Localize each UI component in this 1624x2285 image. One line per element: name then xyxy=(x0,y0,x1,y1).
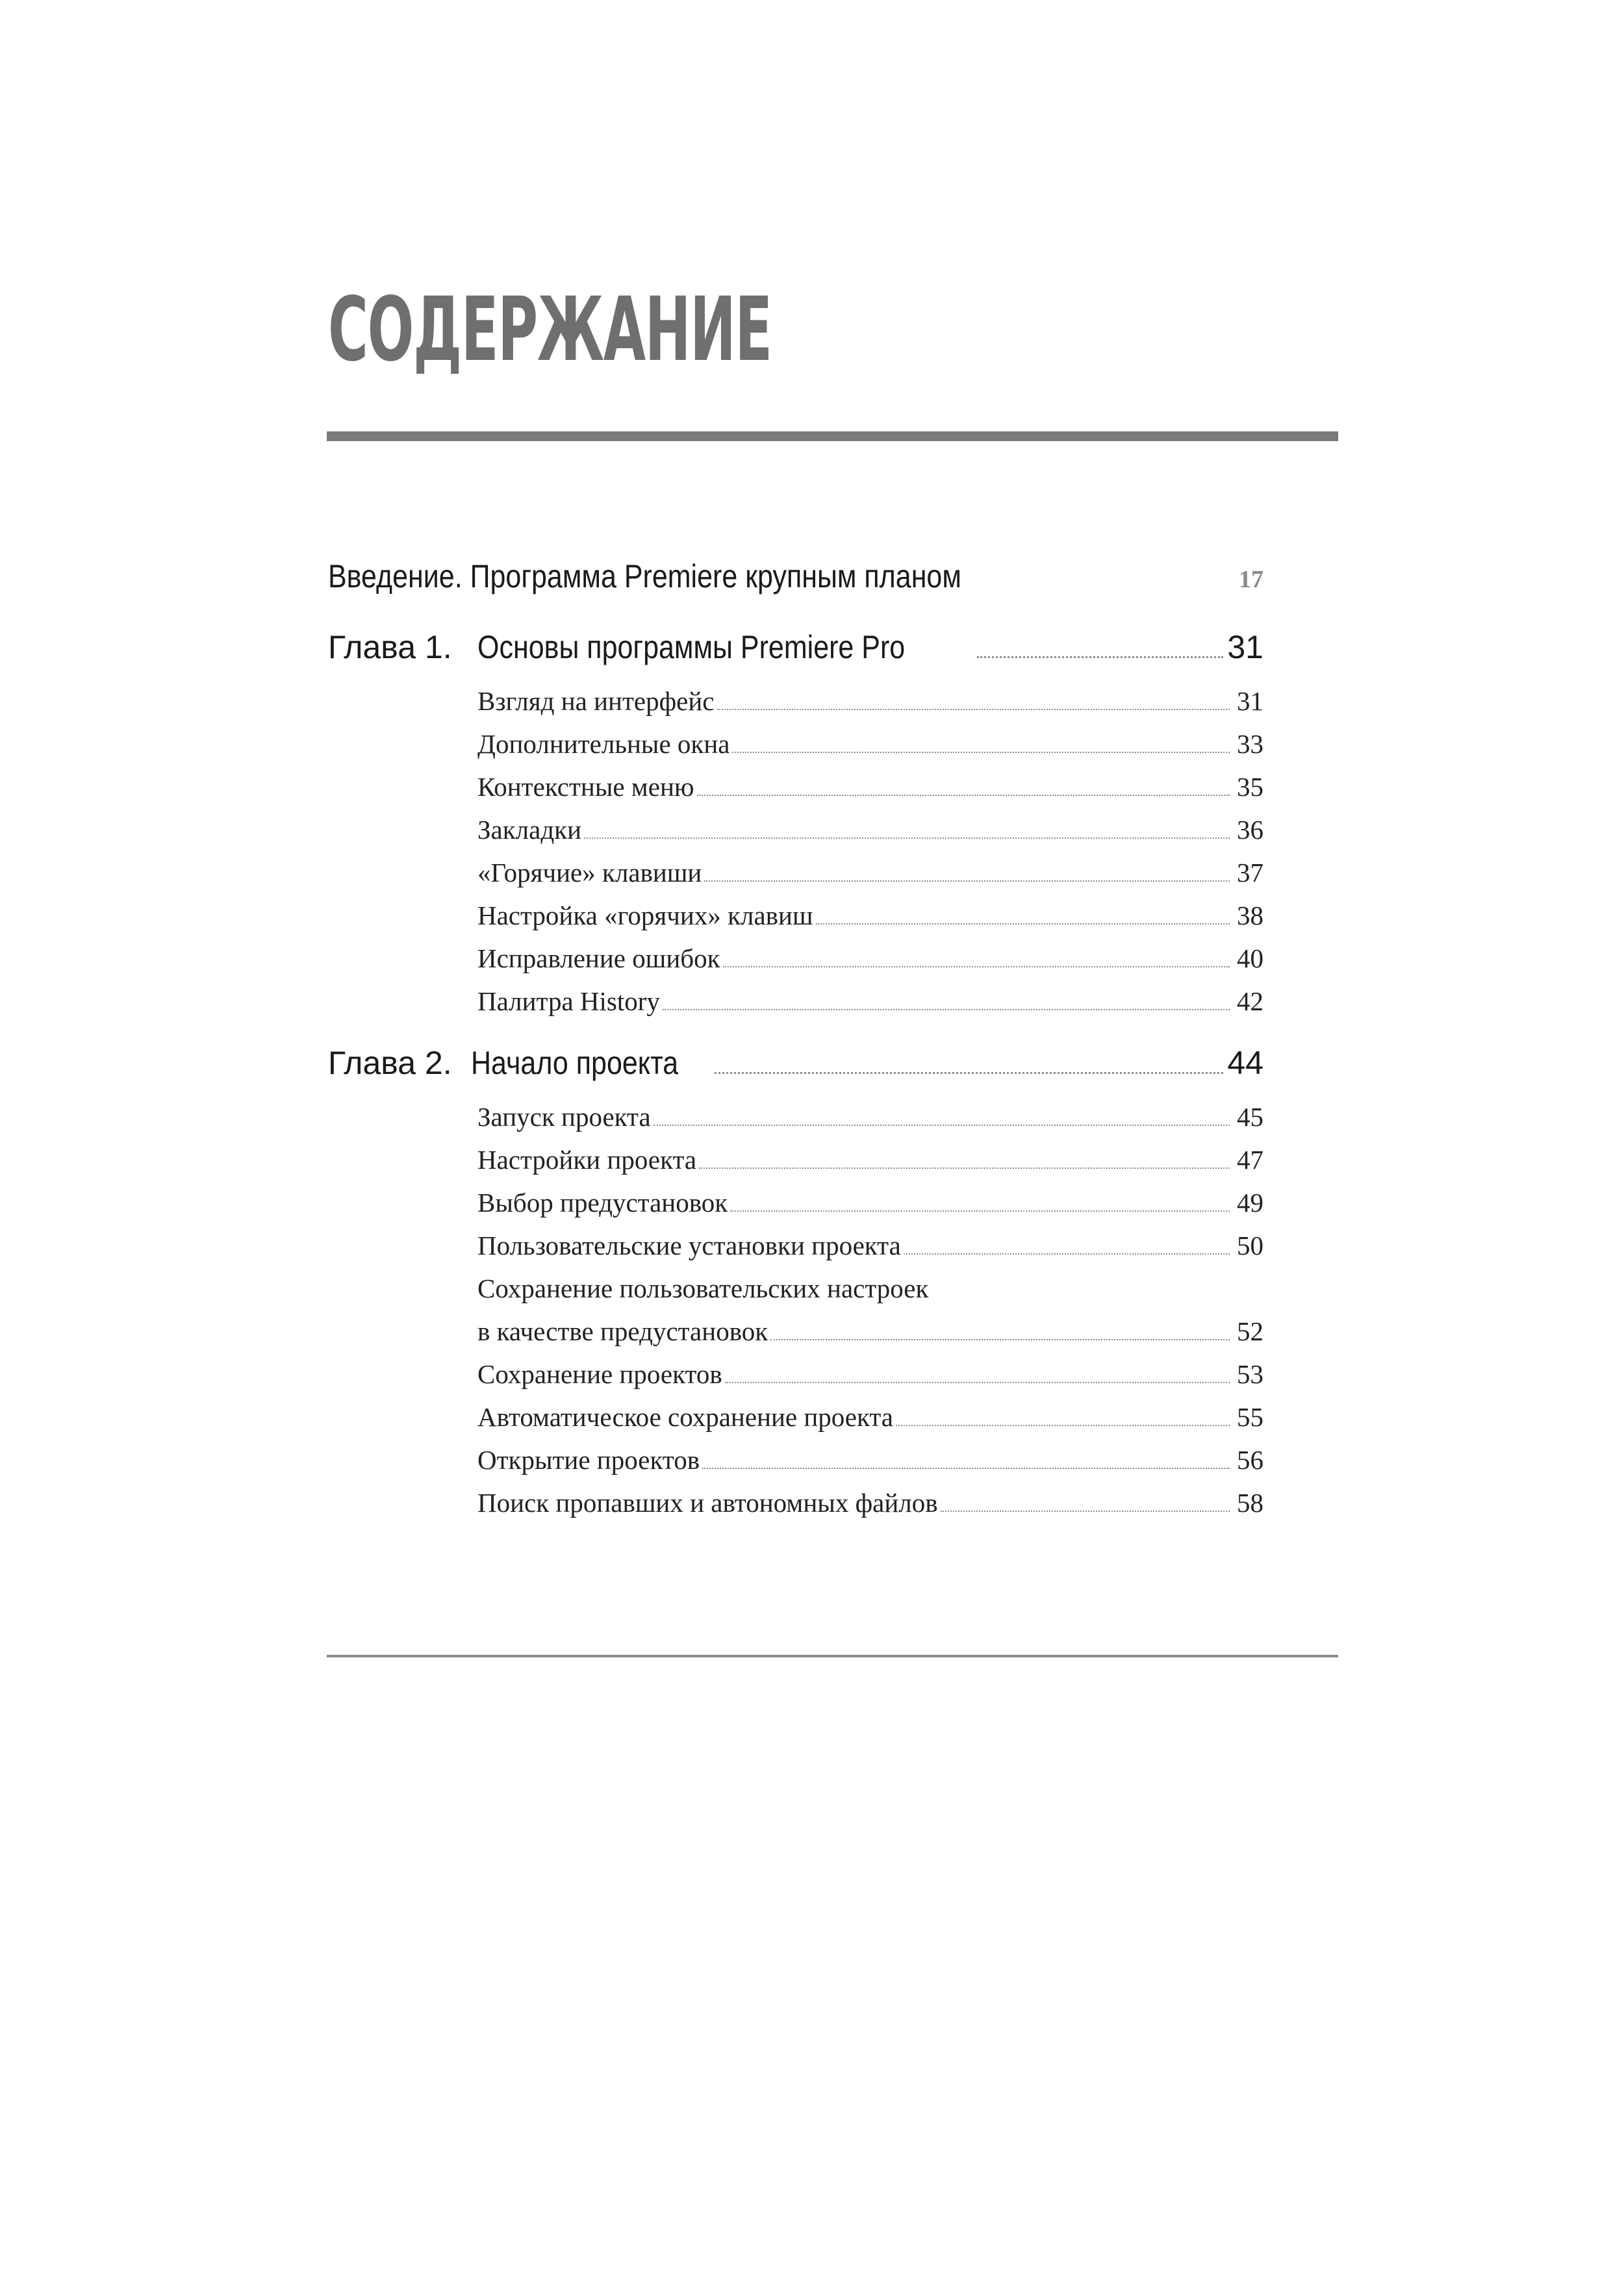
leader-dots xyxy=(699,1168,1230,1169)
toc-chapter-2[interactable] xyxy=(328,1044,1263,1082)
leader-dots xyxy=(717,709,1230,710)
leader-dots xyxy=(730,1210,1230,1212)
leader-dots xyxy=(723,966,1230,967)
toc-section[interactable] xyxy=(477,1401,1263,1433)
leader-dots xyxy=(704,880,1230,882)
title-rule xyxy=(327,431,1338,441)
section-page: 33 xyxy=(1237,729,1263,759)
chapter-page: 31 xyxy=(1227,629,1263,665)
section-title: Сохранение проектов xyxy=(477,1359,722,1389)
section-page: 53 xyxy=(1237,1359,1263,1389)
section-page: 42 xyxy=(1237,986,1263,1016)
section-title: Исправление ошибок xyxy=(477,943,720,973)
section-page: 55 xyxy=(1237,1402,1263,1432)
toc-section[interactable] xyxy=(477,1359,1263,1390)
leader-dots xyxy=(715,1072,1223,1074)
leader-dots xyxy=(732,752,1230,753)
section-title: Автоматическое сохранение проекта xyxy=(477,1402,894,1432)
toc-section[interactable] xyxy=(477,1487,1263,1518)
chapter-title: Начало проекта xyxy=(471,1045,679,1081)
section-title: Закладки xyxy=(477,815,582,845)
section-title: Выбор предустановок xyxy=(477,1188,728,1218)
toc-section[interactable] xyxy=(477,986,1263,1017)
toc-section[interactable] xyxy=(477,1230,1263,1261)
toc-section[interactable] xyxy=(477,857,1263,888)
section-title-continued: в качестве предустановок xyxy=(477,1316,768,1346)
toc-section[interactable] xyxy=(477,1101,1263,1132)
toc-section[interactable] xyxy=(477,1187,1263,1218)
toc-section[interactable] xyxy=(477,1444,1263,1475)
leader-dots xyxy=(702,1468,1230,1469)
section-title: Запуск проекта xyxy=(477,1102,651,1132)
section-title: Пользовательские установки проекта xyxy=(477,1231,901,1260)
section-title: Взгляд на интерфейс xyxy=(477,686,715,716)
toc-intro-page: 17 xyxy=(1239,566,1263,593)
section-page: 58 xyxy=(1237,1488,1263,1518)
toc-chapter-1[interactable] xyxy=(328,628,1263,666)
toc-section[interactable] xyxy=(477,814,1263,845)
leader-dots xyxy=(653,1125,1230,1126)
bottom-rule xyxy=(327,1655,1338,1657)
section-page: 45 xyxy=(1237,1102,1263,1132)
section-page: 47 xyxy=(1237,1145,1263,1175)
leader-dots xyxy=(697,795,1230,796)
section-page: 36 xyxy=(1237,815,1263,845)
toc-section[interactable] xyxy=(477,943,1263,974)
section-title: Дополнительные окна xyxy=(477,729,730,759)
toc-section[interactable] xyxy=(477,685,1263,717)
section-title: Контекстные меню xyxy=(477,772,694,802)
section-page: 37 xyxy=(1237,858,1263,887)
section-page: 56 xyxy=(1237,1445,1263,1475)
section-title: Настройки проекта xyxy=(477,1145,697,1175)
leader-dots xyxy=(816,923,1230,925)
leader-dots xyxy=(770,1339,1230,1340)
section-page: 38 xyxy=(1237,900,1263,930)
chapter-page: 44 xyxy=(1227,1045,1263,1081)
page-title: СОДЕРЖАНИЕ xyxy=(328,279,772,381)
section-page: 52 xyxy=(1237,1316,1263,1346)
section-title: Палитра History xyxy=(477,986,660,1016)
section-page: 35 xyxy=(1237,772,1263,802)
section-page: 49 xyxy=(1237,1188,1263,1218)
leader-dots xyxy=(977,656,1223,658)
leader-dots xyxy=(663,1009,1230,1010)
section-title: Настройка «горячих» клавиш xyxy=(477,900,813,930)
section-title: Открытие проектов xyxy=(477,1445,700,1475)
section-title: Поиск пропавших и автономных файлов xyxy=(477,1488,938,1518)
chapter-label: Глава 2. xyxy=(328,1045,452,1081)
leader-dots xyxy=(725,1382,1230,1383)
toc-section[interactable] xyxy=(477,900,1263,931)
toc-section[interactable] xyxy=(477,728,1263,760)
section-title: «Горячие» клавиши xyxy=(477,858,702,887)
leader-dots xyxy=(904,1253,1230,1255)
toc-section[interactable] xyxy=(477,771,1263,802)
section-page: 31 xyxy=(1237,686,1263,716)
chapter-label: Глава 1. xyxy=(328,629,452,665)
leader-dots xyxy=(584,837,1230,839)
section-page: 50 xyxy=(1237,1231,1263,1260)
toc-section[interactable] xyxy=(477,1316,1263,1347)
section-page: 40 xyxy=(1237,943,1263,973)
toc-section[interactable] xyxy=(477,1144,1263,1175)
toc-intro[interactable] xyxy=(328,557,1263,595)
leader-dots xyxy=(896,1425,1230,1426)
section-title[interactable]: Сохранение пользовательских настроек xyxy=(477,1273,929,1303)
chapter-title: Основы программы Premiere Pro xyxy=(477,629,906,665)
leader-dots xyxy=(941,1511,1230,1512)
toc-intro-title: Введение. Программа Premiere крупным планом xyxy=(328,558,961,594)
